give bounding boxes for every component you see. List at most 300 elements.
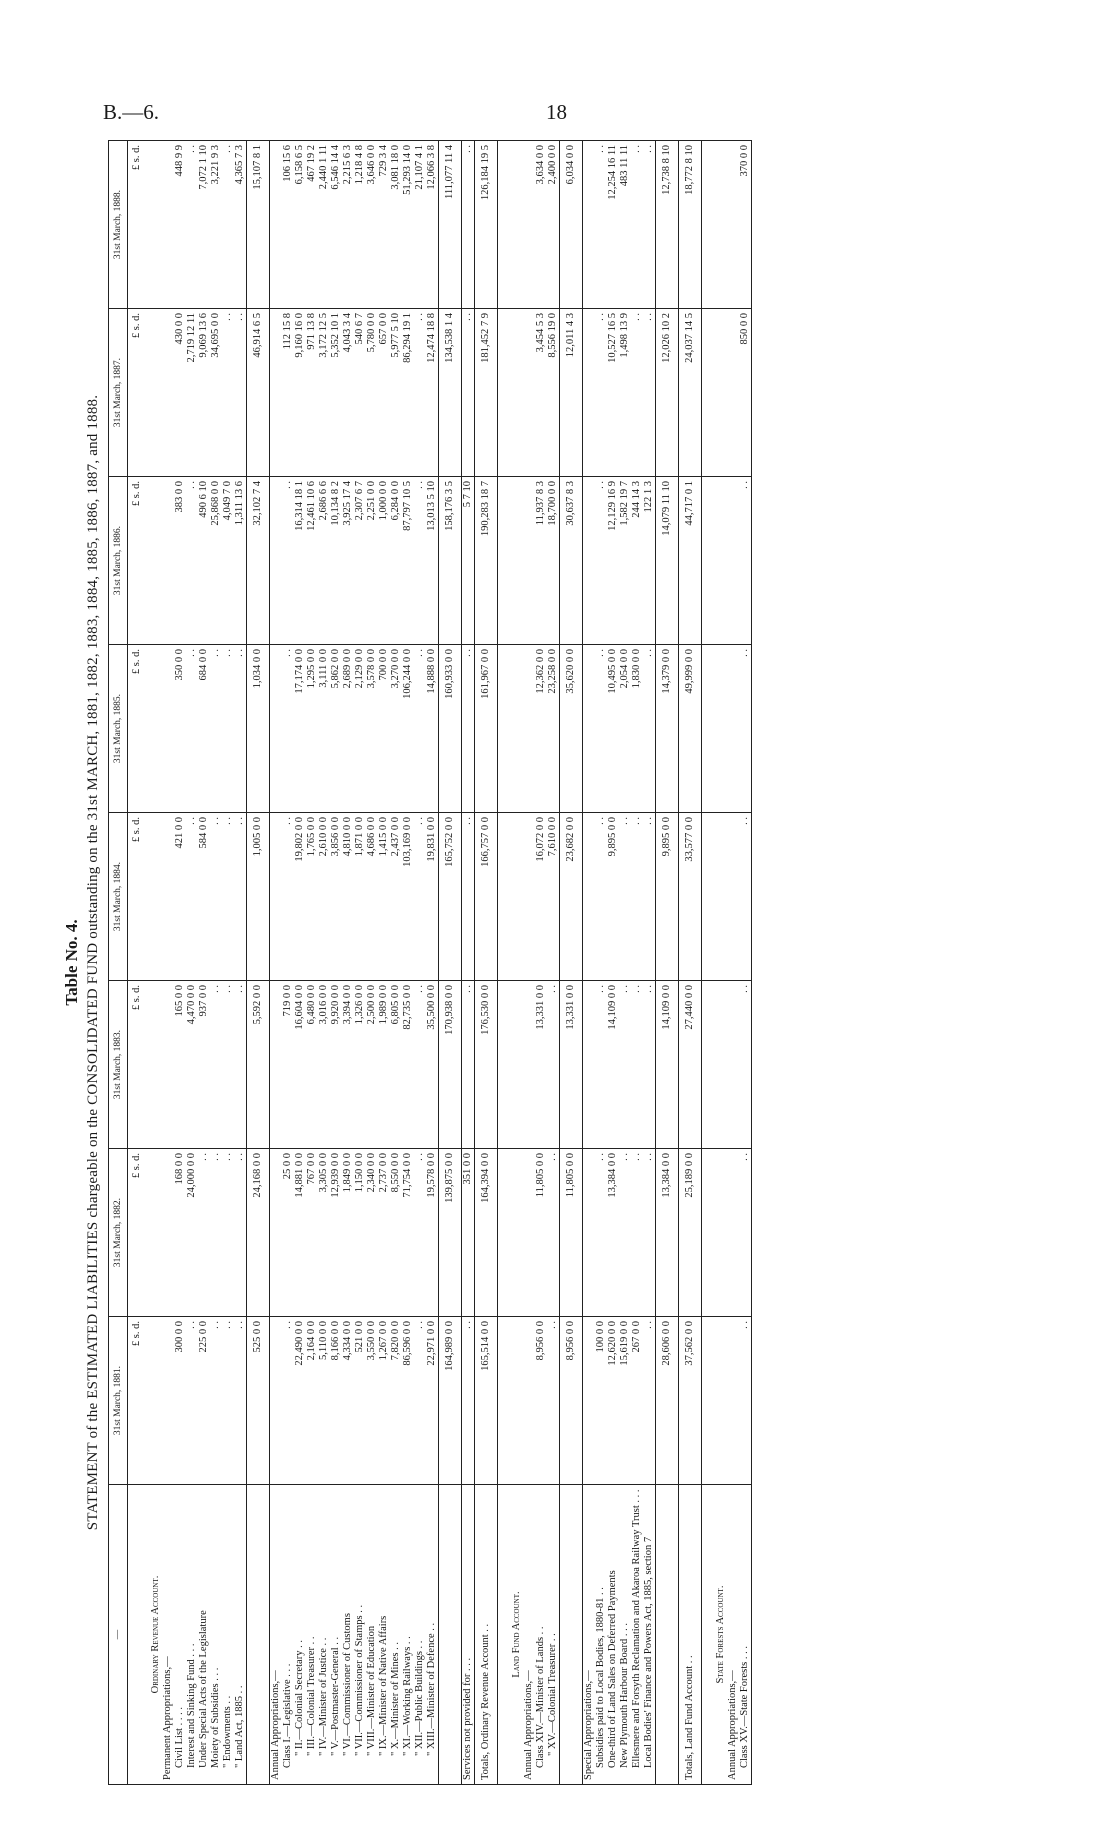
amount-cell: 850 0 0 <box>739 309 752 477</box>
amount-cell: . . <box>462 141 475 309</box>
amount-cell: . . <box>631 309 643 477</box>
amount-cell: 1,498 13 9 <box>619 309 631 477</box>
table-row <box>378 141 390 1785</box>
amount-cell: 7,072 1 10 <box>198 141 210 309</box>
amount-cell: 1,871 0 0 <box>354 813 366 981</box>
row-label: State Forests Account. <box>711 1485 727 1785</box>
amount-cell: 267 0 0 <box>631 1317 643 1485</box>
amount-cell <box>702 309 712 477</box>
amount-cell: . . <box>222 645 234 813</box>
amount-cell: 30,637 8 3 <box>560 477 583 645</box>
table-row <box>643 141 656 1785</box>
row-label: " V.—Postmaster-General . . <box>330 1485 342 1785</box>
amount-cell: 3,305 0 0 <box>318 1149 330 1317</box>
amount-cell <box>702 1317 712 1485</box>
amount-cell: 8,556 19 0 <box>547 309 560 477</box>
amount-cell: 164,989 0 0 <box>439 1317 462 1485</box>
amount-cell <box>507 813 523 981</box>
amount-cell: 729 3 4 <box>378 141 390 309</box>
amount-cell: 16,604 0 0 <box>294 981 306 1149</box>
unit-row <box>128 141 147 1785</box>
table-row <box>318 141 330 1785</box>
amount-cell: . . <box>282 477 294 645</box>
amount-cell: . . <box>643 645 656 813</box>
amount-cell: 14,079 11 10 <box>656 477 679 645</box>
amount-cell <box>727 309 739 477</box>
section-heading-row <box>711 141 727 1785</box>
amount-cell <box>583 477 596 645</box>
amount-cell: 6,805 0 0 <box>390 981 402 1149</box>
amount-cell <box>498 477 508 645</box>
amount-cell: 2,686 6 6 <box>318 477 330 645</box>
table-row <box>631 141 643 1785</box>
table-row <box>186 141 198 1785</box>
amount-cell: 12,620 0 0 <box>607 1317 619 1485</box>
amount-cell: 164,394 0 0 <box>475 1149 498 1317</box>
amount-cell: 2,129 0 0 <box>354 645 366 813</box>
amount-cell: . . <box>462 813 475 981</box>
amount-cell: 2,215 6 3 <box>342 141 354 309</box>
amount-cell: . . <box>414 1149 426 1317</box>
amount-cell: 540 6 7 <box>354 309 366 477</box>
amount-cell: 166,757 0 0 <box>475 813 498 981</box>
amount-cell <box>162 813 174 981</box>
amount-cell <box>702 141 712 309</box>
amount-cell: . . <box>210 813 222 981</box>
table-row <box>210 141 222 1785</box>
amount-cell <box>507 645 523 813</box>
row-label <box>702 1485 712 1785</box>
amount-cell: 14,109 0 0 <box>656 981 679 1149</box>
amount-cell <box>711 813 727 981</box>
amount-cell: 12,066 3 8 <box>426 141 439 309</box>
table-row <box>294 141 306 1785</box>
amount-cell: 165,752 0 0 <box>439 813 462 981</box>
amount-cell: 1,000 0 0 <box>378 477 390 645</box>
amount-cell: 2,400 0 0 <box>547 141 560 309</box>
year-column-header: 31st March, 1885. <box>109 645 128 813</box>
amount-cell: 2,440 1 11 <box>318 141 330 309</box>
amount-cell: . . <box>595 141 607 309</box>
row-label <box>656 1485 679 1785</box>
table-row <box>306 141 318 1785</box>
amount-cell: 3,578 0 0 <box>366 645 378 813</box>
amount-cell <box>270 813 283 981</box>
unit-label: £ s. d. <box>128 1149 147 1317</box>
amount-cell: 351 0 0 <box>462 1149 475 1317</box>
amount-cell: . . <box>186 813 198 981</box>
amount-cell <box>507 477 523 645</box>
total-row <box>247 141 270 1785</box>
amount-cell <box>507 981 523 1149</box>
amount-cell: 7,820 0 0 <box>390 1317 402 1485</box>
amount-cell: 1,295 0 0 <box>306 645 318 813</box>
row-label: Civil List . . . . <box>174 1485 186 1785</box>
table-subtitle: STATEMENT of the ESTIMATED LIABILITIES chargeable on the CONSOLIDATED FUND outstanding on the 31st MARCH, 1881, 1882, 1883, 1884, 1885, 1886, 1887, and 1888. <box>85 394 101 1531</box>
amount-cell: 21,107 4 1 <box>414 141 426 309</box>
table-row <box>414 141 426 1785</box>
amount-cell: 3,016 0 0 <box>318 981 330 1149</box>
table-body <box>146 141 752 1785</box>
row-label: Permanent Appropriations,— <box>162 1485 174 1785</box>
amount-cell: 2,164 0 0 <box>306 1317 318 1485</box>
row-label: Special Appropriations,— <box>583 1485 596 1785</box>
amount-cell: 525 0 0 <box>247 1317 270 1485</box>
spacer-row <box>498 141 508 1785</box>
amount-cell: 18,700 0 0 <box>547 477 560 645</box>
amount-cell: . . <box>282 813 294 981</box>
row-label: Moiety of Subsidies . . . <box>210 1485 222 1785</box>
amount-cell: 11,805 0 0 <box>535 1149 547 1317</box>
amount-cell: 165 0 0 <box>174 981 186 1149</box>
amount-cell: 17,174 0 0 <box>294 645 306 813</box>
amount-cell: 521 0 0 <box>354 1317 366 1485</box>
amount-cell <box>162 309 174 477</box>
amount-cell: 8,956 0 0 <box>535 1317 547 1485</box>
amount-cell: . . <box>186 1317 198 1485</box>
amount-cell: 483 11 11 <box>619 141 631 309</box>
table-row <box>583 141 596 1785</box>
amount-cell <box>523 645 535 813</box>
total-row <box>439 141 462 1785</box>
amount-cell: . . <box>739 813 752 981</box>
amount-cell: . . <box>414 309 426 477</box>
amount-cell <box>498 1317 508 1485</box>
amount-cell: . . <box>643 813 656 981</box>
amount-cell: 13,384 0 0 <box>656 1149 679 1317</box>
total-row <box>656 141 679 1785</box>
amount-cell: 51,293 14 0 <box>402 141 414 309</box>
unit-label: £ s. d. <box>128 141 147 309</box>
amount-cell: 46,914 6 5 <box>247 309 270 477</box>
amount-cell: 3,856 0 0 <box>330 813 342 981</box>
amount-cell: 18,772 8 10 <box>679 141 702 309</box>
table-row <box>198 141 210 1785</box>
amount-cell: . . <box>739 645 752 813</box>
section-heading-row <box>146 141 162 1785</box>
amount-cell: 14,109 0 0 <box>607 981 619 1149</box>
amount-cell: 27,440 0 0 <box>679 981 702 1149</box>
row-label: Services not provided for . . . <box>462 1485 475 1785</box>
amount-cell <box>711 477 727 645</box>
amount-cell: 4,810 0 0 <box>342 813 354 981</box>
amount-cell: 25,868 0 0 <box>210 477 222 645</box>
amount-cell: 244 14 3 <box>631 477 643 645</box>
amount-cell: . . <box>234 1317 247 1485</box>
amount-cell <box>523 477 535 645</box>
amount-cell <box>523 1149 535 1317</box>
amount-cell: 3,270 0 0 <box>390 645 402 813</box>
amount-cell <box>711 981 727 1149</box>
amount-cell: 12,362 0 0 <box>535 645 547 813</box>
amount-cell: 5,110 0 0 <box>318 1317 330 1485</box>
amount-cell <box>711 1149 727 1317</box>
amount-cell: 767 0 0 <box>306 1149 318 1317</box>
amount-cell: 350 0 0 <box>174 645 186 813</box>
rotated-table-page <box>62 140 1082 1785</box>
amount-cell: 657 0 0 <box>378 309 390 477</box>
amount-cell: 10,134 8 2 <box>330 477 342 645</box>
amount-cell: 4,470 0 0 <box>186 981 198 1149</box>
amount-cell: 8,166 0 0 <box>330 1317 342 1485</box>
amount-cell: 1,830 0 0 <box>631 645 643 813</box>
amount-cell: 71,754 0 0 <box>402 1149 414 1317</box>
amount-cell: 5 7 10 <box>462 477 475 645</box>
amount-cell: 13,331 0 0 <box>535 981 547 1149</box>
amount-cell: 86,294 19 1 <box>402 309 414 477</box>
amount-cell: 1,765 0 0 <box>306 813 318 981</box>
amount-cell: . . <box>595 309 607 477</box>
amount-cell: . . <box>631 981 643 1149</box>
amount-cell: 719 0 0 <box>282 981 294 1149</box>
amount-cell <box>702 981 712 1149</box>
amount-cell: 1,311 13 6 <box>234 477 247 645</box>
column-header-row <box>109 141 128 1785</box>
amount-cell: . . <box>631 813 643 981</box>
amount-cell <box>146 477 162 645</box>
amount-cell: . . <box>619 981 631 1149</box>
amount-cell: 3,081 18 0 <box>390 141 402 309</box>
amount-cell: 2,737 0 0 <box>378 1149 390 1317</box>
amount-cell: . . <box>222 141 234 309</box>
amount-cell: 15,619 0 0 <box>619 1317 631 1485</box>
row-label: " Endowments . . <box>222 1485 234 1785</box>
amount-cell: 700 0 0 <box>378 645 390 813</box>
amount-cell: 24,168 0 0 <box>247 1149 270 1317</box>
amount-cell: 14,881 0 0 <box>294 1149 306 1317</box>
amount-cell: 100 0 0 <box>595 1317 607 1485</box>
amount-cell: 6,480 0 0 <box>306 981 318 1149</box>
amount-cell: . . <box>234 645 247 813</box>
amount-cell <box>583 981 596 1149</box>
amount-cell <box>702 645 712 813</box>
row-label: Class XIV.—Minister of Lands . . <box>535 1485 547 1785</box>
row-label: Annual Appropriations,— <box>727 1485 739 1785</box>
amount-cell: 1,326 0 0 <box>354 981 366 1149</box>
amount-cell: . . <box>186 645 198 813</box>
amount-cell <box>507 309 523 477</box>
amount-cell <box>727 813 739 981</box>
row-label: " Land Act, 1885 . . <box>234 1485 247 1785</box>
amount-cell <box>711 645 727 813</box>
amount-cell: 161,967 0 0 <box>475 645 498 813</box>
table-row <box>234 141 247 1785</box>
total-row <box>475 141 498 1785</box>
amount-cell: 3,550 0 0 <box>366 1317 378 1485</box>
amount-cell: 6,034 0 0 <box>560 141 583 309</box>
table-row <box>595 141 607 1785</box>
row-label: " X.—Minister of Mines . . <box>390 1485 402 1785</box>
row-label: Interest and Sinking Fund . . . <box>186 1485 198 1785</box>
amount-cell <box>270 1149 283 1317</box>
amount-cell: 9,895 0 0 <box>607 813 619 981</box>
table-title: Table No. 4. <box>62 919 81 1006</box>
amount-cell: 2,251 0 0 <box>366 477 378 645</box>
amount-cell: 5,780 0 0 <box>366 309 378 477</box>
amount-cell <box>711 141 727 309</box>
amount-cell <box>270 477 283 645</box>
amount-cell: 13,384 0 0 <box>607 1149 619 1317</box>
row-label: Local Bodies' Finance and Powers Act, 1885, section 7 <box>643 1485 656 1785</box>
amount-cell: 23,258 0 0 <box>547 645 560 813</box>
amount-cell: 35,620 0 0 <box>560 645 583 813</box>
amount-cell: 225 0 0 <box>198 1317 210 1485</box>
amount-cell: 4,365 7 3 <box>234 141 247 309</box>
amount-cell: 3,111 0 0 <box>318 645 330 813</box>
table-row <box>523 141 535 1785</box>
amount-cell: . . <box>462 1317 475 1485</box>
year-column-header: 31st March, 1887. <box>109 309 128 477</box>
amount-cell <box>146 141 162 309</box>
table-row <box>619 141 631 1785</box>
amount-cell <box>702 813 712 981</box>
amount-cell: 12,939 0 0 <box>330 1149 342 1317</box>
label-column-header: — <box>109 1485 128 1785</box>
amount-cell: 4,334 0 0 <box>342 1317 354 1485</box>
amount-cell: 937 0 0 <box>198 981 210 1149</box>
amount-cell: 13,331 0 0 <box>560 981 583 1149</box>
amount-cell <box>727 477 739 645</box>
amount-cell: 22,971 0 0 <box>426 1317 439 1485</box>
amount-cell <box>583 309 596 477</box>
amount-cell: . . <box>210 981 222 1149</box>
amount-cell <box>270 141 283 309</box>
row-label: " XII.—Public Buildings . . <box>414 1485 426 1785</box>
amount-cell: 2,307 6 7 <box>354 477 366 645</box>
row-label: Ellesmere and Forsyth Reclamation and Akaroa Railway Trust . . . <box>631 1485 643 1785</box>
amount-cell: 467 19 2 <box>306 141 318 309</box>
amount-cell: 165,514 0 0 <box>475 1317 498 1485</box>
amount-cell: 37,562 0 0 <box>679 1317 702 1485</box>
table-row <box>282 141 294 1785</box>
amount-cell: 1,218 4 8 <box>354 141 366 309</box>
amount-cell: . . <box>462 309 475 477</box>
amount-cell: 5,592 0 0 <box>247 981 270 1149</box>
amount-cell: 25,189 0 0 <box>679 1149 702 1317</box>
amount-cell: . . <box>234 981 247 1149</box>
amount-cell: . . <box>462 981 475 1149</box>
amount-cell <box>583 141 596 309</box>
amount-cell: . . <box>739 1149 752 1317</box>
amount-cell: 9,160 16 0 <box>294 309 306 477</box>
amount-cell: 24,037 14 5 <box>679 309 702 477</box>
amount-cell <box>146 645 162 813</box>
table-row <box>354 141 366 1785</box>
amount-cell <box>702 477 712 645</box>
amount-cell <box>727 981 739 1149</box>
table-row <box>739 141 752 1785</box>
amount-cell: . . <box>595 645 607 813</box>
amount-cell: 2,689 0 0 <box>342 645 354 813</box>
amount-cell <box>727 1317 739 1485</box>
amount-cell <box>146 981 162 1149</box>
amount-cell <box>162 1149 174 1317</box>
amount-cell: . . <box>547 1317 560 1485</box>
total-row <box>679 141 702 1785</box>
amount-cell: . . <box>619 813 631 981</box>
table-row <box>330 141 342 1785</box>
row-label <box>247 1485 270 1785</box>
amount-cell: 12,738 8 10 <box>656 141 679 309</box>
amount-cell: 22,490 0 0 <box>294 1317 306 1485</box>
amount-cell: 1,415 0 0 <box>378 813 390 981</box>
amount-cell: . . <box>595 1149 607 1317</box>
amount-cell: 3,646 0 0 <box>366 141 378 309</box>
amount-cell: 2,610 0 0 <box>318 813 330 981</box>
table-row <box>535 141 547 1785</box>
amount-cell: . . <box>222 813 234 981</box>
amount-cell: 87,797 10 5 <box>402 477 414 645</box>
row-label: " IX.—Minister of Native Affairs <box>378 1485 390 1785</box>
amount-cell: . . <box>414 813 426 981</box>
amount-cell <box>498 309 508 477</box>
unit-label: £ s. d. <box>128 1317 147 1485</box>
row-label: " VIII.—Minister of Education <box>366 1485 378 1785</box>
row-label: Totals, Ordinary Revenue Account . . <box>475 1485 498 1785</box>
unit-label: £ s. d. <box>128 309 147 477</box>
year-column-header: 31st March, 1888. <box>109 141 128 309</box>
amount-cell: 8,956 0 0 <box>560 1317 583 1485</box>
amount-cell: 421 0 0 <box>174 813 186 981</box>
row-label: " VII.—Commissioner of Stamps . . <box>354 1485 366 1785</box>
amount-cell <box>583 1317 596 1485</box>
amount-cell: 10,527 16 5 <box>607 309 619 477</box>
amount-cell: 9,895 0 0 <box>656 813 679 981</box>
amount-cell: 2,719 12 11 <box>186 309 198 477</box>
page-code: B.—6. <box>103 100 160 124</box>
amount-cell: 134,538 1 4 <box>439 309 462 477</box>
row-label: Annual Appropriations,— <box>523 1485 535 1785</box>
amount-cell: . . <box>739 981 752 1149</box>
amount-cell <box>583 645 596 813</box>
unit-label: £ s. d. <box>128 813 147 981</box>
row-label: One-third of Land Sales on Deferred Payments <box>607 1485 619 1785</box>
amount-cell: . . <box>414 1317 426 1485</box>
amount-cell: 9,069 13 6 <box>198 309 210 477</box>
amount-cell: 19,578 0 0 <box>426 1149 439 1317</box>
amount-cell: . . <box>595 981 607 1149</box>
amount-cell: 82,735 0 0 <box>402 981 414 1149</box>
amount-cell <box>498 981 508 1149</box>
table-row <box>426 141 439 1785</box>
amount-cell: . . <box>643 309 656 477</box>
section-heading-row <box>507 141 523 1785</box>
amount-cell <box>727 141 739 309</box>
amount-cell <box>146 309 162 477</box>
amount-cell: 12,254 16 11 <box>607 141 619 309</box>
amount-cell <box>146 1149 162 1317</box>
amount-cell: 160,933 0 0 <box>439 645 462 813</box>
unit-label: £ s. d. <box>128 477 147 645</box>
amount-cell: 4,049 7 0 <box>222 477 234 645</box>
amount-cell <box>523 309 535 477</box>
amount-cell: 158,176 3 5 <box>439 477 462 645</box>
amount-cell: . . <box>282 1317 294 1485</box>
amount-cell <box>270 309 283 477</box>
amount-cell: 3,221 9 3 <box>210 141 222 309</box>
amount-cell: 112 15 8 <box>282 309 294 477</box>
amount-cell: . . <box>234 1149 247 1317</box>
amount-cell: 3,394 0 0 <box>342 981 354 1149</box>
amount-cell: . . <box>222 1317 234 1485</box>
amount-cell: . . <box>739 477 752 645</box>
year-column-header: 31st March, 1884. <box>109 813 128 981</box>
amount-cell: 19,802 0 0 <box>294 813 306 981</box>
amount-cell: 13,013 5 10 <box>426 477 439 645</box>
amount-cell: 2,437 0 0 <box>390 813 402 981</box>
amount-cell <box>507 1317 523 1485</box>
row-label: Under Special Acts of the Legislature <box>198 1485 210 1785</box>
